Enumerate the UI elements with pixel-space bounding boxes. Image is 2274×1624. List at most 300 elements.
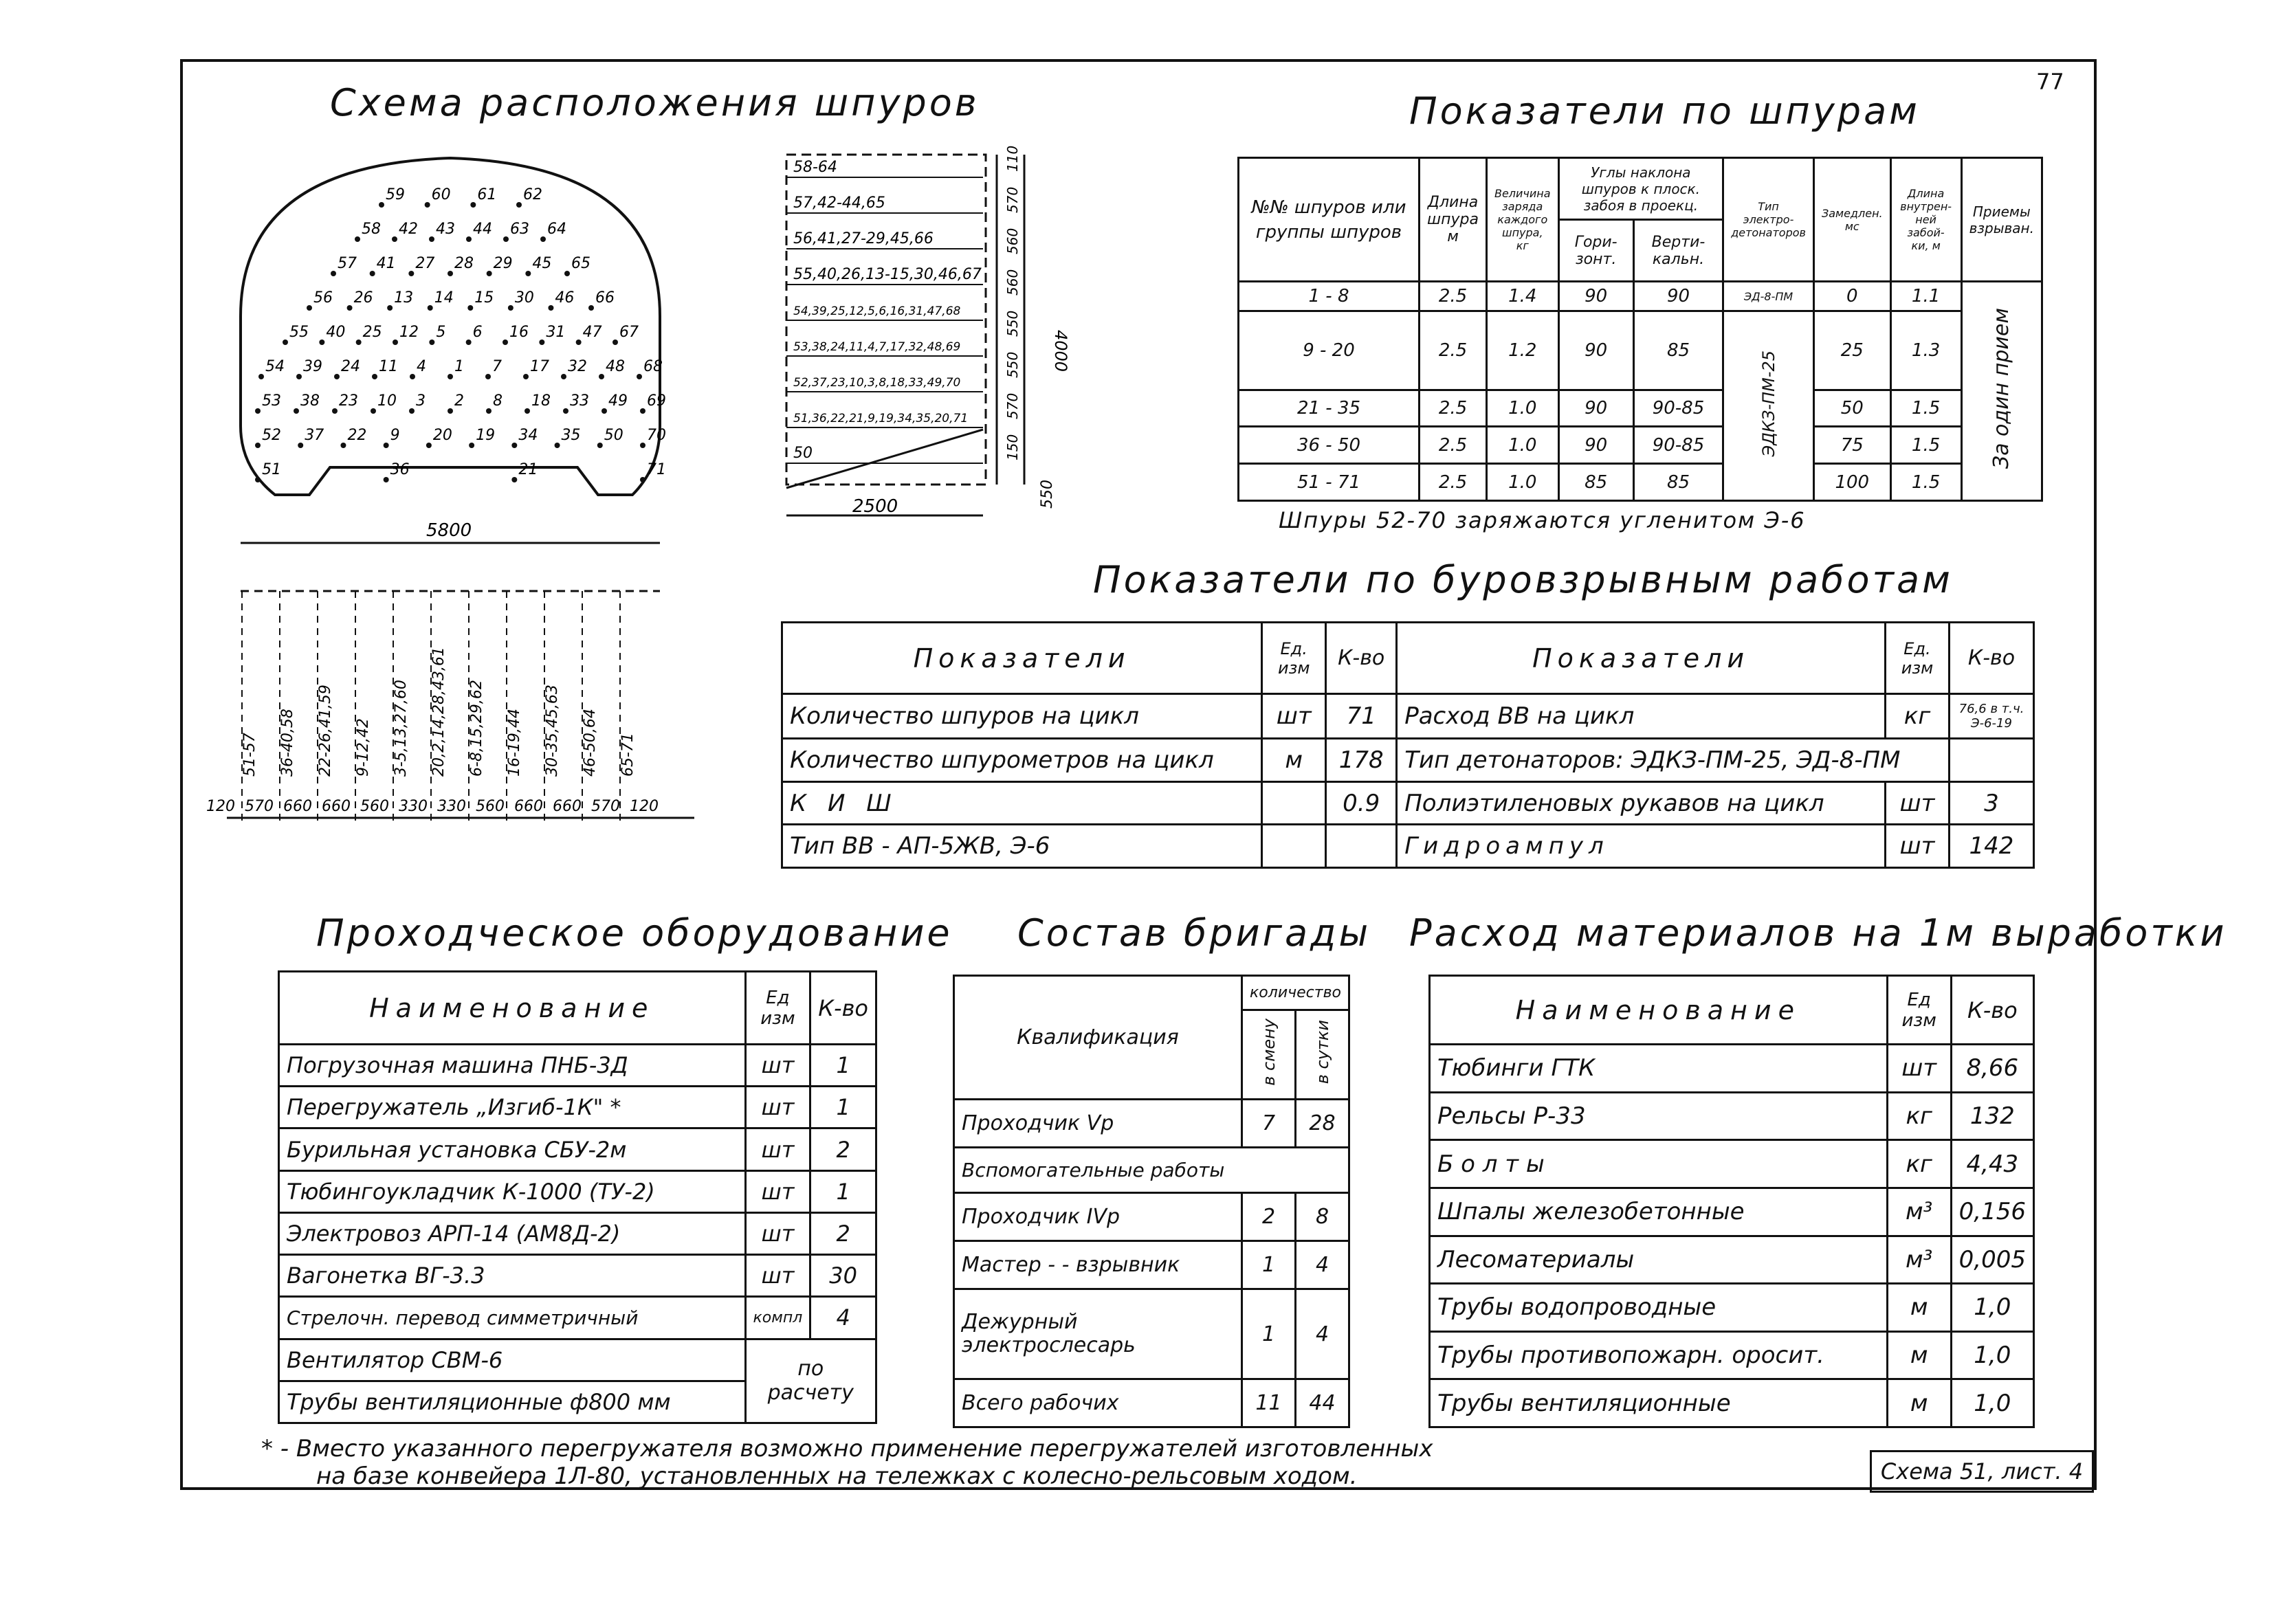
drilling-right-qty: 76,6 в т.ч. Э-6-19 [1950,694,2034,739]
section-row-label: 55,40,26,13-15,30,46,67 [793,266,982,283]
brigade-qual: Мастер - - взрывник [954,1241,1242,1289]
blast-hole-dot [516,202,522,208]
blast-hole-label: 16 [509,324,529,341]
blast-hole-dot [319,340,324,345]
blast-hole-label: 66 [595,289,615,307]
holes-horiz-cell: 90 [1558,311,1633,390]
holes-charge-cell: 1.2 [1486,311,1558,390]
materials-header-qty: К-во [1951,976,2033,1045]
drilling-left-name: К И Ш [782,781,1262,825]
blast-hole-label: 35 [561,427,581,444]
blast-hole-dot [429,340,434,345]
blast-hole-label: 54 [265,358,285,375]
section-row-label: 57,42-44,65 [793,194,885,212]
group-label: 51-57 [241,733,258,777]
blast-hole-label: 4 [417,358,426,375]
blast-hole-label: 42 [399,221,418,238]
blast-hole-label: 2 [454,392,464,410]
equipment-qty: 1 [810,1087,876,1128]
holes-charge-cell: 1.4 [1486,282,1558,311]
equipment-table [278,970,877,1424]
drilling-header-unit-left: Ед. изм [1262,623,1326,694]
blast-hole-dot [393,340,398,345]
blast-hole-dot [563,408,568,414]
group-label: 65-71 [619,733,637,777]
blast-hole-dot [331,271,336,276]
drilling-right-qty: 142 [1950,825,2034,868]
holes-vert-cell: 85 [1633,464,1723,501]
holes-depth-cell: 1.1 [1890,282,1961,311]
drilling-right-unit: кг [1886,694,1950,739]
equipment-header-name: Наименование [279,972,746,1045]
blast-hole-label: 47 [582,324,602,341]
scheme-title: Схема расположения шпуров [330,81,980,124]
blast-hole-dot [640,408,645,414]
blast-hole-label: 30 [514,289,534,307]
blast-hole-dot [597,443,603,448]
equipment-by-calc: по расчету [745,1339,876,1423]
group-label: 30-35,45,63 [544,685,561,777]
holes-length-cell: 2.5 [1420,390,1487,427]
blast-hole-label: 23 [339,392,358,410]
section-rows-group [786,159,983,463]
blast-hole-label: 19 [476,427,496,444]
blast-hole-dot [576,340,582,345]
drilling-right-name: Расход ВВ на цикл [1397,694,1886,739]
holes-length-cell: 2.5 [1420,464,1487,501]
bottom-dim-label: 660 [322,798,351,815]
footnote-line-2: на базе конвейера 1Л-80, установленных на тележках с колесно-рельсовым ходом. [316,1462,1358,1490]
blast-hole-label: 61 [477,186,497,203]
group-label: 16-19,44 [506,709,523,777]
brigade-shift: 1 [1242,1241,1296,1289]
blast-hole-dot [370,271,375,276]
blast-hole-label: 8 [493,392,503,410]
equipment-name: Погрузочная машина ПНБ-3Д [279,1045,746,1087]
bottom-dim-label: 560 [360,798,389,815]
bottom-dim-label: 330 [437,798,466,815]
group-label: 3-5,13,27,60 [393,680,410,777]
equipment-qty: 2 [810,1212,876,1254]
blast-hole-label: 22 [347,427,367,444]
bottom-dim-label: 120 [630,798,659,815]
holes-horiz-cell: 90 [1558,427,1633,464]
drilling-left-name: Количество шпуров на цикл [782,694,1262,739]
section-dim-label: 550 [1004,351,1021,378]
holes-depth-cell: 1.5 [1890,427,1961,464]
holes-delay-cell: 75 [1813,427,1890,464]
footnote-line-1: * - Вместо указанного перегружателя возможно применение перегружателей изготовленных [261,1435,1433,1462]
blast-hole-label: 5 [436,324,446,341]
holes-table-footnote: Шпуры 52-70 заряжаются угленитом Э-6 [1279,507,1806,533]
blast-hole-dot [640,443,645,448]
brigade-qual: Проходчик IVр [954,1193,1242,1241]
blast-hole-dot [469,443,474,448]
bottom-dim-label: 120 [206,798,235,815]
equipment-unit: шт [745,1170,810,1212]
drilling-right-unit: шт [1886,825,1950,868]
blast-hole-dot [640,477,645,482]
holes-vert-cell: 85 [1633,311,1723,390]
holes-horiz-cell: 85 [1558,464,1633,501]
brigade-qual: Всего рабочих [954,1379,1242,1427]
section-dim-label: 560 [1004,269,1021,296]
materials-qty: 8,66 [1951,1045,2033,1093]
blast-hole-dot [334,374,340,379]
materials-unit: м [1887,1379,1951,1427]
blast-hole-dot [467,305,473,311]
blast-hole-label: 27 [415,255,435,272]
blast-hole-label: 67 [619,324,639,341]
section-row-label: 54,39,25,12,5,6,16,31,47,68 [793,304,961,318]
bottom-dim-label: 560 [476,798,505,815]
brigade-day: 4 [1296,1241,1349,1289]
blast-hole-dot [561,374,566,379]
blast-hole-label: 55 [289,324,309,341]
drilling-left-unit: м [1262,739,1326,782]
blast-hole-label: 38 [300,392,320,410]
bottom-dim-label: 570 [591,798,620,815]
blast-hole-label: 51 [262,461,281,478]
holes-horiz-cell: 90 [1558,282,1633,311]
brigade-table [953,975,1350,1428]
blast-hole-label: 63 [510,221,529,238]
materials-table [1428,975,2035,1428]
blast-hole-label: 6 [472,324,483,341]
blast-hole-label: 21 [518,461,538,478]
blast-hole-dot [379,202,384,208]
blast-hole-dot [258,374,264,379]
blast-hole-dot [637,374,642,379]
brigade-qual: Дежурный электрослесарь [954,1289,1242,1379]
group-label: 46-50,64 [582,709,599,777]
holes-header-horiz: Гори- зонт. [1558,220,1633,282]
equipment-qty: 1 [810,1170,876,1212]
blast-hole-label: 62 [523,186,542,203]
blast-hole-dot [340,443,346,448]
section-dim-label: 110 [1004,145,1021,172]
materials-name: Трубы вентиляционные [1430,1379,1888,1427]
holes-header-length: Длина шпура м [1420,158,1487,282]
blast-hole-dot [408,271,414,276]
materials-header-unit: Ед изм [1887,976,1951,1045]
blast-hole-dot [487,271,492,276]
holes-delay-cell: 0 [1813,282,1890,311]
section-row-label: 56,41,27-29,45,66 [793,230,934,247]
holes-group-cell: 1 - 8 [1239,282,1420,311]
blast-hole-dot [371,408,376,414]
materials-unit: м [1887,1284,1951,1332]
section-height-label: 4000 [1051,330,1070,372]
brigade-shift: 1 [1242,1289,1296,1379]
bottom-dim-label: 570 [245,798,274,815]
holes-header-detonator: Тип электро- детонаторов [1723,158,1814,282]
drilling-table [781,621,2035,869]
drilling-header-name-right: Показатели [1397,623,1886,694]
blast-hole-dot [503,340,508,345]
blast-hole-dot [564,271,570,276]
drilling-left-unit [1262,781,1326,825]
holes-group-cell: 36 - 50 [1239,427,1420,464]
brigade-aux-label: Вспомогательные работы [954,1147,1349,1192]
holes-horiz-cell: 90 [1558,390,1633,427]
blast-hole-label: 64 [547,221,566,238]
holes-charge-cell: 1.0 [1486,390,1558,427]
blast-hole-label: 43 [436,221,455,238]
brigade-qual: Проходчик Vр [954,1100,1242,1148]
section-width-label: 2500 [852,496,898,517]
blast-hole-label: 37 [305,427,324,444]
materials-name: Рельсы Р-33 [1430,1092,1888,1140]
blast-hole-label: 33 [570,392,589,410]
equipment-name: Электровоз АРП-14 (АМ8Д-2) [279,1212,746,1254]
equipment-qty: 30 [810,1255,876,1297]
holes-vert-cell: 90-85 [1633,427,1723,464]
drilling-header-unit-right: Ед. изм [1886,623,1950,694]
holes-vert-cell: 90 [1633,282,1723,311]
blast-hole-label: 41 [376,255,396,272]
equipment-header-qty: К-во [810,972,876,1045]
blast-hole-label: 60 [431,186,451,203]
blast-hole-dot [255,477,261,482]
equipment-name: Перегружатель „Изгиб-1К" * [279,1087,746,1128]
blast-hole-label: 10 [377,392,397,410]
drilling-left-unit [1262,825,1326,868]
blast-hole-label: 24 [341,358,360,375]
blast-hole-dot [485,374,491,379]
drilling-left-qty: 0.9 [1326,781,1397,825]
section-row-label: 51,36,22,21,9,19,34,35,20,71 [793,412,969,425]
materials-qty: 0,156 [1951,1188,2033,1236]
blast-hole-dot [355,236,360,242]
holes-depth-cell: 1.5 [1890,464,1961,501]
blast-hole-label: 15 [474,289,494,307]
holes-header-vert: Верти- кальн. [1633,220,1723,282]
blast-hole-label: 25 [362,324,382,341]
blast-hole-label: 53 [262,392,281,410]
blast-hole-label: 32 [568,358,587,375]
holes-delay-cell: 100 [1813,464,1890,501]
blast-hole-label: 12 [399,324,419,341]
materials-unit: м³ [1887,1188,1951,1236]
page-number: 77 [2036,69,2064,95]
drilling-left-unit: шт [1262,694,1326,739]
blast-hole-dot [588,305,594,311]
blast-hole-label: 45 [532,255,552,272]
blast-hole-label: 1 [454,358,464,375]
holes-table-title: Показатели по шпурам [1409,89,1920,133]
holes-delay-cell: 50 [1813,390,1890,427]
section-dim-label: 550 [1004,310,1021,337]
sheet-stamp: Схема 51, лист. 4 [1870,1450,2094,1493]
blast-hole-dot [387,305,393,311]
brigade-day: 44 [1296,1379,1349,1427]
blast-hole-dot [555,443,560,448]
group-label: 6-8,15,29,62 [468,680,485,777]
drilling-left-name: Количество шпурометров на цикл [782,739,1262,782]
materials-unit: кг [1887,1092,1951,1140]
blast-hole-dot [508,305,514,311]
blast-hole-dot [294,408,299,414]
blast-hole-dot [307,305,312,311]
blast-hole-dot [523,374,529,379]
materials-qty: 1,0 [1951,1331,2033,1379]
brigade-shift: 7 [1242,1100,1296,1148]
blast-hole-label: 26 [353,289,373,307]
drilling-table-title: Показатели по буровзрывным работам [1093,558,1953,601]
blast-hole-label: 49 [608,392,628,410]
holes-header-charge: Величина заряда каждого шпура, кг [1486,158,1558,282]
blast-hole-dot [470,202,476,208]
blast-hole-label: 68 [643,358,663,375]
blast-hole-dot [283,340,288,345]
blast-hole-dot [255,408,261,414]
blast-hole-dot [511,443,517,448]
holes-header-group: №№ шпуров или группы шпуров [1239,158,1420,282]
section-dim-label: 570 [1004,392,1021,419]
blast-hole-label: 17 [530,358,549,375]
drilling-left-name: Тип ВВ - АП-5ЖВ, Э-6 [782,825,1262,868]
blast-hole-label: 9 [390,427,400,444]
holes-length-cell: 2.5 [1420,427,1487,464]
blast-hole-label: 46 [555,289,575,307]
materials-qty: 1,0 [1951,1379,2033,1427]
section-dim-label: 560 [1004,227,1021,254]
equipment-name: Тюбингоукладчик К-1000 (ТУ-2) [279,1170,746,1212]
materials-header-name: Наименование [1430,976,1888,1045]
drilling-right-name: Полиэтиленовых рукавов на цикл [1397,781,1886,825]
holes-depth-cell: 1.3 [1890,311,1961,390]
equipment-title: Проходческое оборудование [316,911,953,955]
blast-hole-dot [384,477,389,482]
blast-hole-label: 29 [493,255,513,272]
blast-hole-label: 7 [492,358,502,375]
section-bottom-dim: 550 [1039,480,1056,509]
brigade-shift: 2 [1242,1193,1296,1241]
blast-hole-label: 39 [303,358,322,375]
brigade-shift: 11 [1242,1379,1296,1427]
blast-hole-label: 18 [531,392,551,410]
equipment-qty: 1 [810,1045,876,1087]
holes-header-delay: Замедлен. мс [1813,158,1890,282]
blast-hole-label: 13 [394,289,414,307]
blast-hole-dot [448,374,453,379]
equipment-name: Трубы вентиляционные ф800 мм [279,1381,746,1423]
materials-qty: 4,43 [1951,1140,2033,1188]
blast-hole-dot [347,305,353,311]
section-dim-label: 570 [1004,186,1021,213]
holes-vert-cell: 90-85 [1633,390,1723,427]
blast-hole-dot [466,340,472,345]
materials-name: Шпалы железобетонные [1430,1188,1888,1236]
holes-group-cell: 9 - 20 [1239,311,1420,390]
blast-hole-dot [428,305,433,311]
bottom-dims-group [206,798,659,815]
blast-hole-dot [296,374,302,379]
drilling-left-qty [1326,825,1397,868]
holes-header-method: Приемы взрыван. [1961,158,2042,282]
materials-qty: 132 [1951,1092,2033,1140]
equipment-name: Вагонетка ВГ-3.3 [279,1255,746,1297]
drilling-header-qty-right: К-во [1950,623,2034,694]
blast-hole-dot [486,408,492,414]
holes-detonator-rest: ЭДКЗ-ПМ-25 [1758,350,1778,457]
footnote [261,1435,1433,1490]
materials-unit: м [1887,1331,1951,1379]
blast-hole-dot [448,408,453,414]
blast-hole-label: 3 [416,392,426,410]
equipment-unit: шт [745,1212,810,1254]
blast-hole-dot [540,236,546,242]
section-row-label: 58-64 [793,159,837,176]
drilling-header-name-left: Показатели [782,623,1262,694]
brigade-header-day: в сутки [1312,1019,1332,1084]
bottom-dim-label: 660 [283,798,312,815]
group-label: 20,2,14,28,43,61 [430,647,448,777]
materials-qty: 1,0 [1951,1284,2033,1332]
blast-hole-dot [426,443,432,448]
equipment-qty: 4 [810,1297,876,1339]
materials-name: Лесоматериалы [1430,1236,1888,1284]
blast-hole-label: 28 [454,255,474,272]
equipment-unit: компл [745,1297,810,1339]
equipment-name: Вентилятор СВМ-6 [279,1339,746,1381]
blast-hole-dot [503,236,509,242]
blast-hole-label: 69 [647,392,666,410]
equipment-header-unit: Ед изм [745,972,810,1045]
blast-hole-label: 52 [262,427,281,444]
group-label: 36-40,58 [279,709,296,777]
blast-hole-label: 50 [604,427,623,444]
blast-hole-dot [539,340,544,345]
blast-hole-label: 65 [571,255,590,272]
materials-qty: 0,005 [1951,1236,2033,1284]
holes-length-cell: 2.5 [1420,311,1487,390]
section-dim-label: 150 [1004,434,1021,460]
drilling-left-qty: 178 [1326,739,1397,782]
brigade-header-qual: Квалификация [954,976,1242,1100]
blast-hole-label: 71 [647,461,666,478]
brigade-header-qty: количество [1242,976,1349,1010]
brigade-day: 4 [1296,1289,1349,1379]
bottom-groups-group [241,591,637,825]
brigade-header-shift: в смену [1259,1018,1279,1086]
section-scheme [777,124,1070,536]
blast-hole-dot [525,408,530,414]
materials-title: Расход материалов на 1м выработки [1409,911,2227,955]
materials-name: Трубы противопожарн. оросит. [1430,1331,1888,1379]
blast-hole-label: 58 [362,221,381,238]
holes-scheme [206,137,694,825]
holes-method-cell: За один прием [1989,308,2014,469]
bottom-dim-label: 330 [399,798,428,815]
holes-depth-cell: 1.5 [1890,390,1961,427]
holes-group-cell: 51 - 71 [1239,464,1420,501]
drilling-right-name: Гидроампул [1397,825,1886,868]
holes-delay-cell: 25 [1813,311,1890,390]
blast-hole-dot [372,374,377,379]
equipment-unit: шт [745,1045,810,1087]
section-row-label: 50 [793,445,813,462]
drilling-header-qty-left: К-во [1326,623,1397,694]
scheme-width-label: 5800 [426,520,472,541]
blast-hole-dot [356,340,362,345]
group-label: 22-26,41,59 [317,685,334,777]
equipment-name: Стрелочн. перевод симметричный [279,1297,746,1339]
blast-hole-dot [298,443,303,448]
drilling-left-qty: 71 [1326,694,1397,739]
holes-charge-cell: 1.0 [1486,427,1558,464]
